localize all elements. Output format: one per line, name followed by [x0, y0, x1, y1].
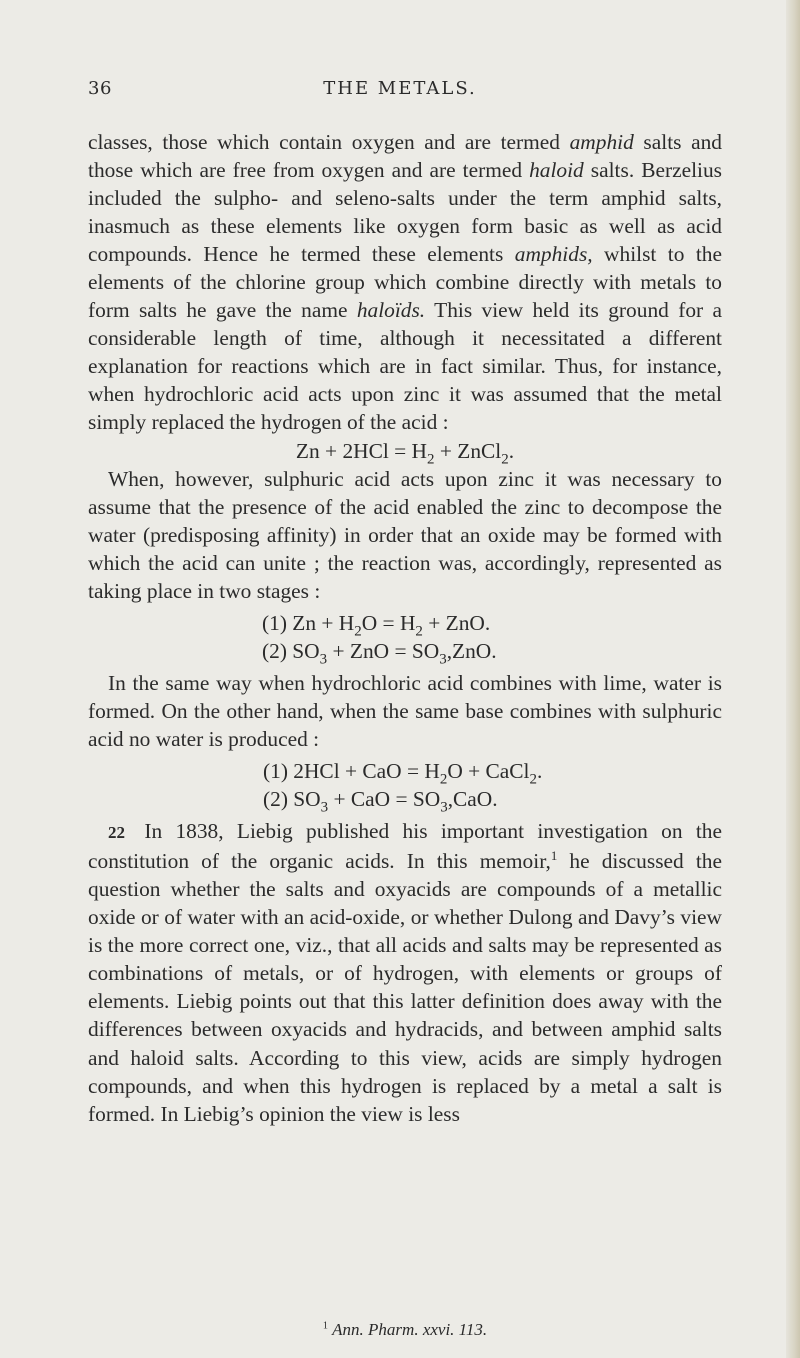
paragraph-1: classes, those which contain oxygen and are termed amphid salts and those which are free from oxygen and are termed haloid salts. Berzelius included the sulpho- and seleno-salts under the term amphid salts, inasmuch as these elements like oxygen form basic as well as acid compounds. Hence he termed these elements amphids, whilst to the elements of the chlorine group which combine directly with metals to form salts he gave the name haloïds. This view held its ground for a considerable length of time, although it necessitated a different explanation for reactions which are in fact similar. Thus, for instance, when hydrochloric acid acts upon zinc it was assumed that the metal simply replaced the hydrogen of the acid :: [88, 130, 722, 435]
running-head: THE METALS.: [323, 78, 477, 99]
equation-so3-zno: (2) $SO_3$ + ZnO = $SO_3,ZnO$.: [262, 638, 497, 668]
body-text: [88, 128, 722, 1128]
equation-zinc-water: (1) $Zn + H_2O = H_2$ + ZnO.: [262, 610, 491, 640]
paragraph-number: 22: [108, 823, 125, 843]
paragraph-3: In the same way when hydrochloric acid combines with lime, water is formed. On the other hand, when the same base combines with sulphuric acid no water is produced :: [88, 670, 722, 751]
equation-so3-cao: (2) $SO_3$ + CaO = $SO_3,CaO$.: [263, 787, 498, 816]
equation-hcl-lime: (1) 2HCl + CaO = $H_2O$ + CaCl$_2$.: [263, 759, 543, 788]
page-header: [0, 78, 800, 102]
paragraph-22: 22 In 1838, Liebig published his important investigation on the constitution of the organic acids. In this memoir,$^1$ he discussed the question whether the salts and oxyacids are compounds of a metallic oxide or of water with an acid-oxide, or whether Dulong and Davy’s view is the more correct one, viz., that all acids and salts may be represented as combinations of metals, or of hydrogen, with elements or groups of elements. Liebig points out that this latter definition does away with the differences between oxyacids and hydracids, and between amphid salts and haloid salts. According to this view, acids are simply hydrogen compounds, and when this hydrogen is replaced by a metal a salt is formed. In Liebig’s opinion the view is less: [88, 819, 722, 1126]
paragraph-2: When, however, sulphuric acid acts upon zinc it was necessary to assume that the presence of the acid enabled the zinc to decompose the water (predisposing affinity) in order that an oxide may be formed with which the acid can unite ; the reaction was, accordingly, represented as taking place in two stages :: [88, 466, 722, 603]
page-number: 36: [88, 78, 112, 99]
footnote-ref: 1: [550, 849, 558, 864]
page-edge: [786, 0, 800, 1358]
equation-zinc-hcl: $Zn + 2HCl = H_2$ + ZnCl$_2$.: [295, 438, 515, 467]
footnote: $^1$ Ann. Pharm. xxvi. 113.: [322, 1320, 488, 1339]
